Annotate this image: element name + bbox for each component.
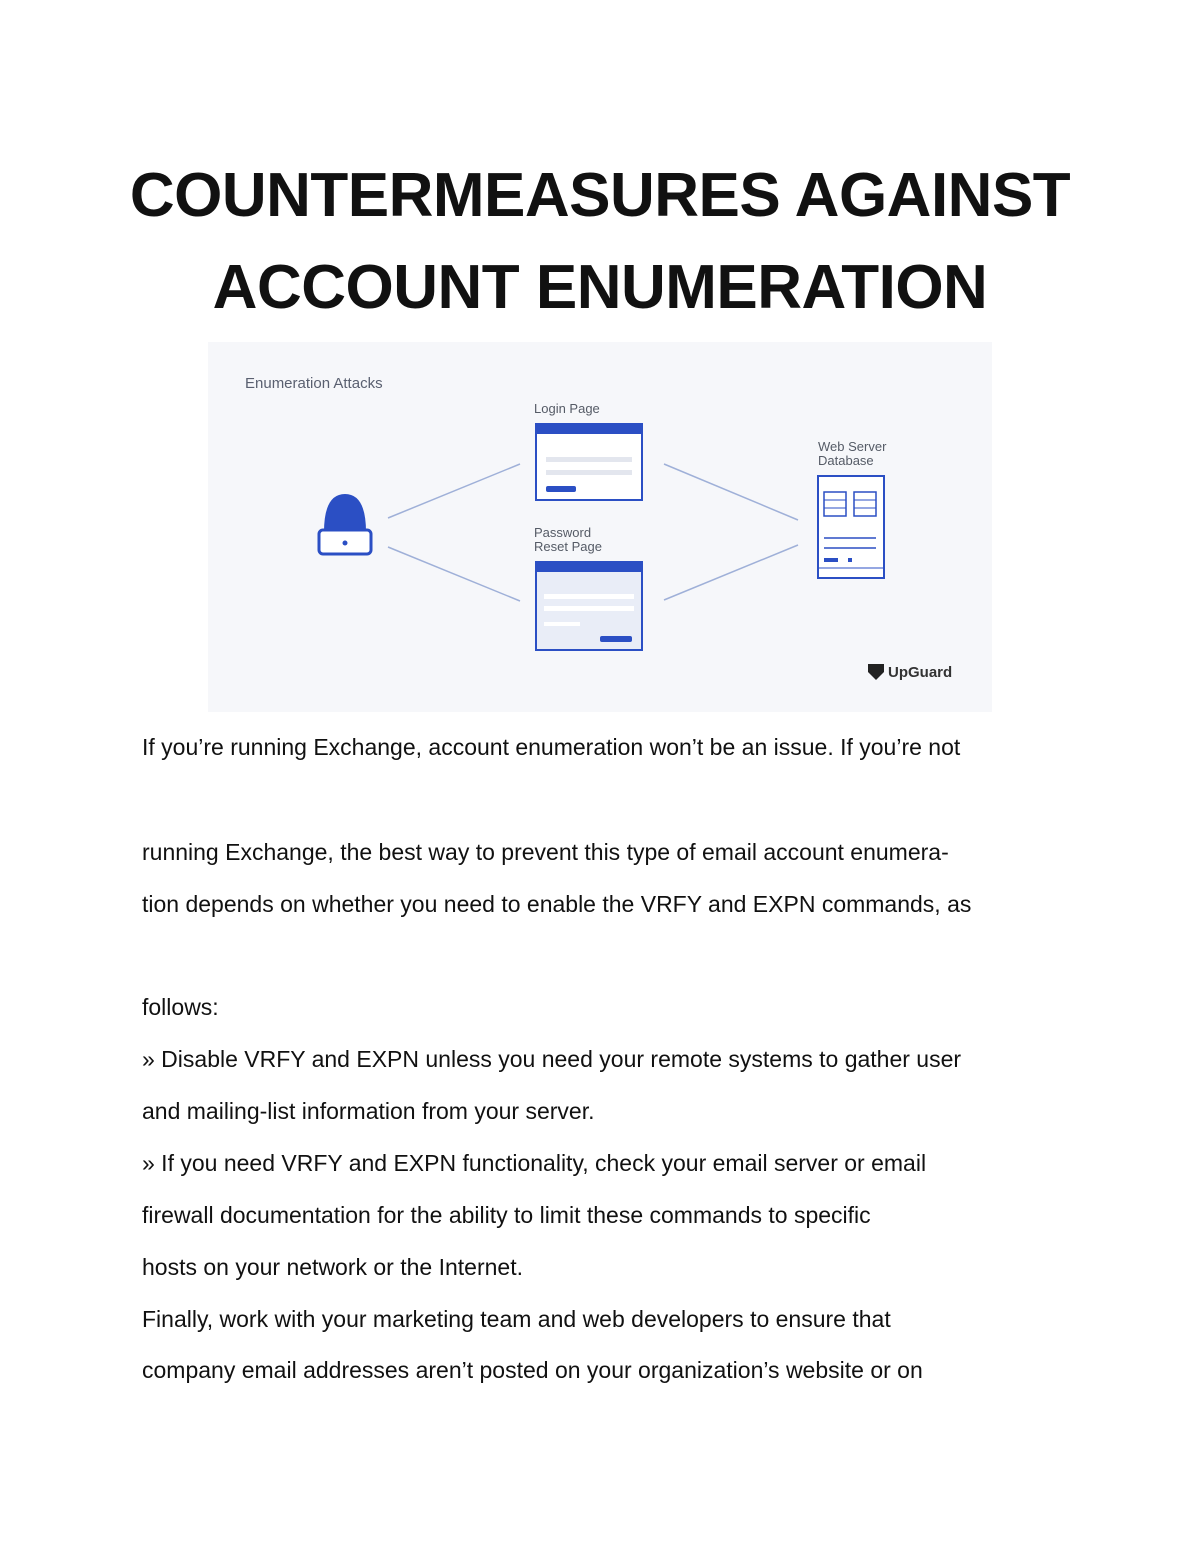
body-line: firewall documentation for the ability to limit these commands to specific [142,1202,871,1228]
body-line: » If you need VRFY and EXPN functionality, check your email server or email [142,1150,927,1176]
body-line: hosts on your network or the Internet. [142,1254,523,1280]
reset-page-label-2: Reset Page [534,539,602,554]
document-title [0,150,1200,334]
server-label-1: Web Server [818,439,887,454]
login-page-window-icon [536,424,642,500]
title-line-1: COUNTERMEASURES AGAINST [129,161,1071,230]
server-label-2: Database [818,453,874,468]
figure-diagram [208,342,992,712]
upguard-logo-icon [868,664,884,680]
login-page-label: Login Page [534,401,600,416]
brand-name: UpGuard [888,664,953,681]
body-line: running Exchange, the best way to prevent this type of email account enumera- [142,839,949,865]
enumeration-attacks-figure [208,342,992,712]
attacker-icon [319,494,371,554]
body-line: follows: [142,994,219,1020]
reset-page-window-icon [536,562,642,650]
body-line: and mailing-list information from your server. [142,1098,595,1124]
title-line-2: ACCOUNT ENUMERATION [212,253,988,322]
web-server-database-icon [818,476,884,578]
reset-page-label-1: Password [534,525,592,540]
figure-heading: Enumeration Attacks [245,375,383,392]
body-line: Finally, work with your marketing team and web developers to ensure that [142,1306,891,1332]
body-line: If you’re running Exchange, account enumeration won’t be an issue. If you’re not [142,734,961,760]
body-line: company email addresses aren’t posted on your organization’s website or on [142,1357,923,1383]
body-line: tion depends on whether you need to enable the VRFY and EXPN commands, as [142,891,972,917]
body-line: » Disable VRFY and EXPN unless you need your remote systems to gather user [142,1046,962,1072]
